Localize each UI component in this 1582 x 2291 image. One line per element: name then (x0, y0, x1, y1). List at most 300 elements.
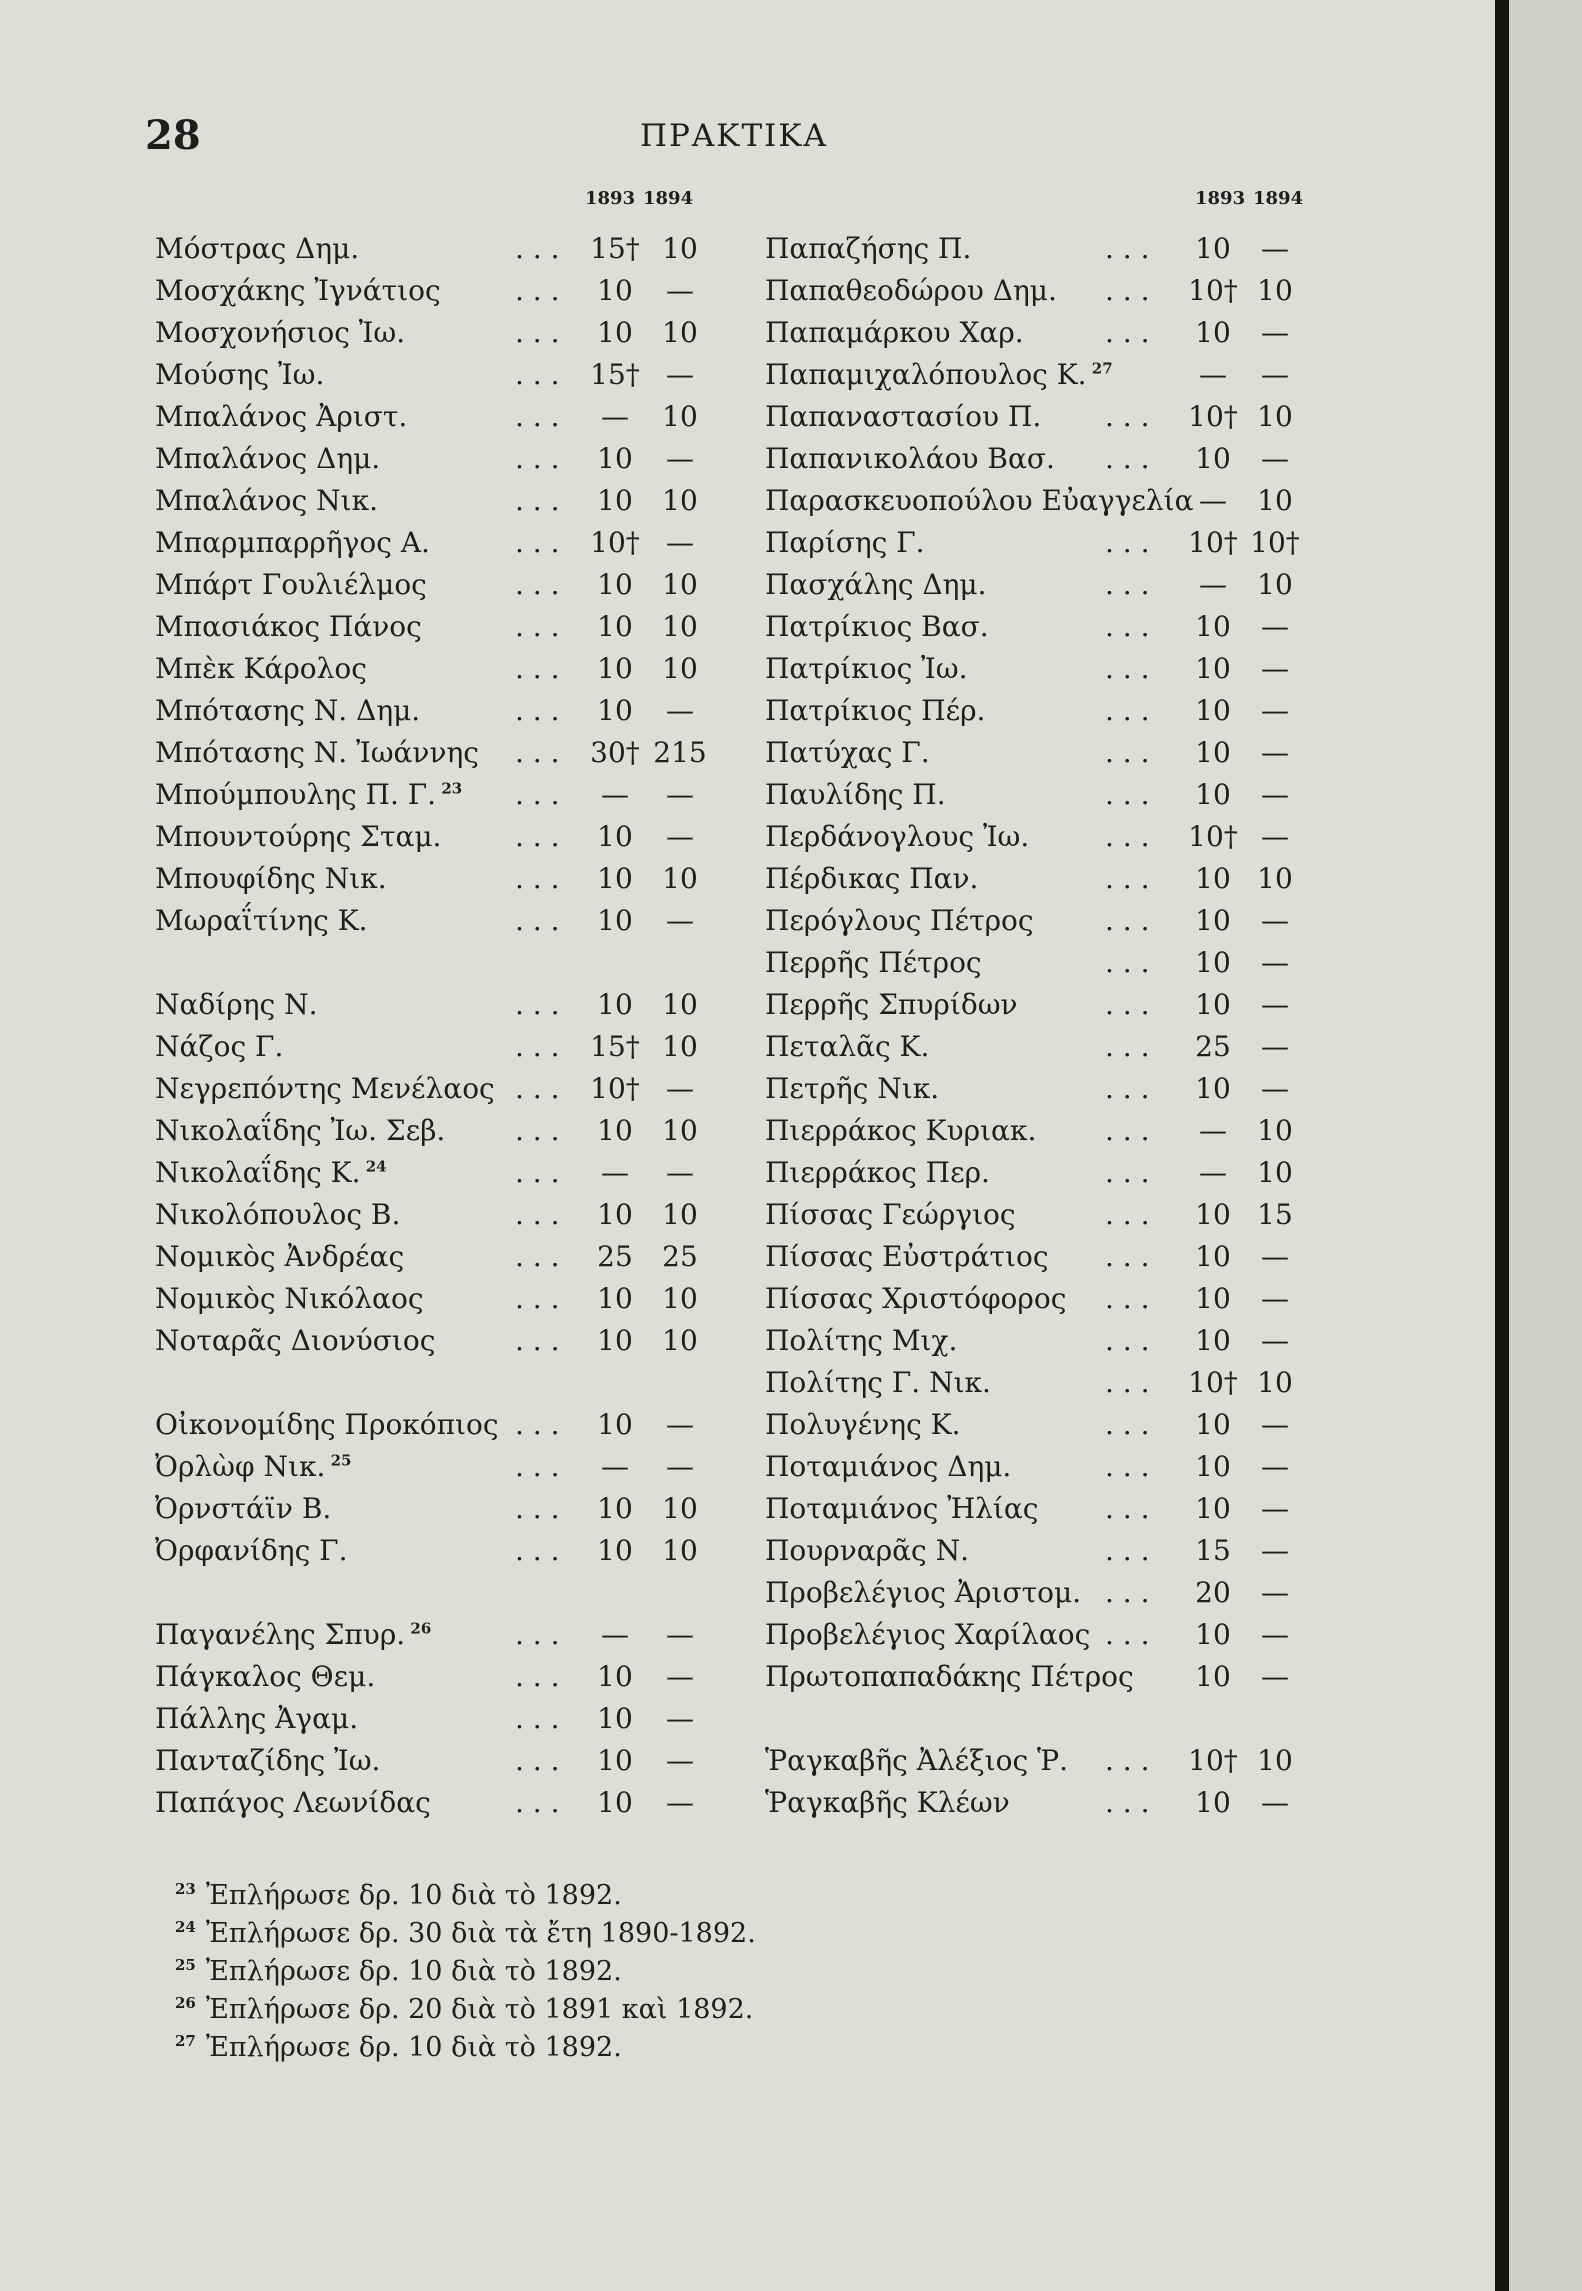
value-1894: 10 (662, 1282, 698, 1315)
dot-leader: . . . (515, 610, 560, 643)
dot-leader: . . . (515, 232, 560, 265)
member-name: Πολυγένης Κ. (765, 1408, 961, 1441)
member-row (765, 820, 1465, 860)
member-row (155, 1198, 855, 1238)
dot-leader: . . . (1105, 904, 1150, 937)
member-name: Μπάρτ Γουλιέλμος (155, 568, 427, 601)
value-1894: — (666, 1744, 694, 1777)
left-year-header-1894: 1894 (643, 188, 694, 209)
value-1894: — (1261, 1282, 1289, 1315)
value-1893: 15† (590, 232, 640, 265)
member-name: Ῥαγκαβῆς Ἀλέξιος Ῥ. (765, 1744, 1069, 1777)
footnote-number: 25 (175, 1956, 196, 1974)
value-1894: 10 (662, 988, 698, 1021)
value-1894: — (1261, 736, 1289, 769)
dot-leader: . . . (515, 1072, 560, 1105)
dot-leader: . . . (1105, 1240, 1150, 1273)
value-1893: 15† (590, 358, 640, 391)
value-1894: — (666, 1618, 694, 1651)
footnote (175, 1994, 753, 2025)
value-1894: — (1261, 820, 1289, 853)
footnote-text: Ἐπλήρωσε δρ. 30 διὰ τὰ ἔτη 1890-1892. (205, 1918, 756, 1949)
footnote-mark: 25 (325, 1451, 352, 1470)
value-1893: — (601, 1450, 629, 1483)
member-row (765, 1114, 1465, 1154)
member-name: Πέρδικας Παν. (765, 862, 979, 895)
member-row (155, 652, 855, 692)
member-name: Παρασκευοπούλου Εὐαγγελία (765, 484, 1194, 517)
dot-leader: . . . (1105, 400, 1150, 433)
value-1893: 10 (1195, 862, 1231, 895)
dot-leader: . . . (515, 1702, 560, 1735)
member-name: Πατρίκιος Βασ. (765, 610, 989, 643)
value-1893: 10 (597, 442, 633, 475)
member-row (155, 820, 855, 860)
dot-leader: . . . (1105, 1744, 1150, 1777)
member-name: Πατρίκιος Ἰω. (765, 652, 968, 685)
value-1894: 10 (662, 1114, 698, 1147)
member-row (155, 862, 855, 902)
value-1894: — (666, 778, 694, 811)
dot-leader: . . . (515, 820, 560, 853)
value-1894: — (666, 442, 694, 475)
value-1894: 10 (662, 568, 698, 601)
member-name: Παπαζήσης Π. (765, 232, 972, 265)
member-name: Πασχάλης Δημ. (765, 568, 987, 601)
member-name: Πανταζίδης Ἰω. (155, 1744, 381, 1777)
dot-leader: . . . (515, 1492, 560, 1525)
footnote-text: Ἐπλήρωσε δρ. 10 διὰ τὸ 1892. (205, 1956, 622, 1987)
member-row (765, 610, 1465, 650)
member-name: Νεγρεπόντης Μενέλαος (155, 1072, 495, 1105)
value-1894: — (666, 274, 694, 307)
dot-leader: . . . (515, 1324, 560, 1357)
member-name: Παπαναστασίου Π. (765, 400, 1042, 433)
dot-leader: . . . (1105, 526, 1150, 559)
member-row (155, 484, 855, 524)
value-1893: 10 (1195, 1450, 1231, 1483)
member-name: Πεταλᾶς Κ. (765, 1030, 930, 1063)
value-1893: 10† (1188, 274, 1238, 307)
member-row (765, 316, 1465, 356)
dot-leader: . . . (1105, 1408, 1150, 1441)
footnote-text: Ἐπλήρωσε δρ. 10 διὰ τὸ 1892. (205, 2032, 622, 2063)
footnote-mark: 26 (405, 1619, 432, 1638)
value-1894: 10 (1257, 1366, 1293, 1399)
dot-leader: . . . (515, 736, 560, 769)
footnote (175, 1918, 756, 1949)
member-row (155, 988, 855, 1028)
value-1893: 10 (597, 1786, 633, 1819)
member-row (765, 442, 1465, 482)
member-name: Νικολόπουλος Β. (155, 1198, 401, 1231)
dot-leader: . . . (515, 1450, 560, 1483)
footnote-number: 24 (175, 1918, 196, 1936)
footnote-mark: 24 (360, 1157, 387, 1176)
dot-leader: . . . (1105, 1114, 1150, 1147)
value-1893: 10 (597, 1660, 633, 1693)
value-1893: 10† (590, 526, 640, 559)
footnote-text: Ἐπλήρωσε δρ. 20 διὰ τὸ 1891 καὶ 1892. (205, 1994, 754, 2025)
member-row (155, 778, 855, 818)
member-row (765, 778, 1465, 818)
member-row (155, 946, 855, 986)
value-1894: — (1261, 1072, 1289, 1105)
member-row (765, 1660, 1465, 1700)
member-name: Πιερράκος Κυριακ. (765, 1114, 1037, 1147)
member-row (765, 1534, 1465, 1574)
dot-leader: . . . (1105, 1072, 1150, 1105)
value-1893: 10 (597, 1492, 633, 1525)
value-1893: 10 (1195, 1072, 1231, 1105)
footnote-number: 27 (175, 2032, 196, 2050)
footnote-mark: 23 (436, 779, 463, 798)
member-row (155, 736, 855, 776)
value-1894: — (1261, 1408, 1289, 1441)
value-1893: 25 (1195, 1030, 1231, 1063)
dot-leader: . . . (1105, 442, 1150, 475)
value-1894: — (666, 1450, 694, 1483)
member-name: Ποταμιάνος Δημ. (765, 1450, 1012, 1483)
member-name: Πιερράκος Περ. (765, 1156, 990, 1189)
member-name: Νομικὸς Ἀνδρέας (155, 1240, 405, 1273)
member-row (765, 568, 1465, 608)
value-1893: 10 (1195, 442, 1231, 475)
dot-leader: . . . (1105, 1282, 1150, 1315)
value-1893: 10 (597, 1324, 633, 1357)
member-name: Μπαλάνος Δημ. (155, 442, 381, 475)
member-row (765, 1450, 1465, 1490)
member-row (765, 946, 1465, 986)
value-1893: 10 (1195, 1240, 1231, 1273)
value-1893: 10 (1195, 1660, 1231, 1693)
dot-leader: . . . (515, 274, 560, 307)
value-1893: 10 (597, 1744, 633, 1777)
value-1893: 10† (1188, 1366, 1238, 1399)
member-row (155, 1576, 855, 1616)
value-1894: — (1261, 442, 1289, 475)
member-row (765, 904, 1465, 944)
value-1894: 10 (1257, 1156, 1293, 1189)
value-1893: 10 (597, 568, 633, 601)
member-row (765, 1030, 1465, 1070)
member-name: Μούσης Ἰω. (155, 358, 325, 391)
dot-leader: . . . (515, 1198, 560, 1231)
value-1893: 10 (1195, 1324, 1231, 1357)
member-name: Παυλίδης Π. (765, 778, 946, 811)
dot-leader: . . . (1105, 1576, 1150, 1609)
value-1894: 10 (662, 652, 698, 685)
member-row (155, 1618, 855, 1658)
member-row (765, 1702, 1465, 1742)
value-1893: 10 (1195, 232, 1231, 265)
member-name: Μπουντούρης Σταμ. (155, 820, 442, 853)
member-row (155, 316, 855, 356)
member-name: Παπαμιχαλόπουλος Κ. $^{27}$ (765, 358, 1113, 391)
value-1893: 10 (597, 1702, 633, 1735)
footnote (175, 2032, 622, 2063)
member-name: Πετρῆς Νικ. (765, 1072, 940, 1105)
value-1894: 10 (1257, 568, 1293, 601)
member-name: Πάλλης Ἀγαμ. (155, 1702, 359, 1735)
member-name: Μοσχάκης Ἰγνάτιος (155, 274, 441, 307)
member-row (155, 442, 855, 482)
right-year-header-1893: 1893 (1195, 188, 1246, 209)
dot-leader: . . . (515, 358, 560, 391)
member-name: Πίσσας Εὐστράτιος (765, 1240, 1049, 1273)
member-name: Παπαθεοδώρου Δημ. (765, 274, 1057, 307)
value-1894: 10 (1257, 484, 1293, 517)
footnote-number: 26 (175, 1994, 196, 2012)
member-name: Περόγλους Πέτρος (765, 904, 1034, 937)
dot-leader: . . . (1105, 862, 1150, 895)
dot-leader: . . . (515, 988, 560, 1021)
page-edge (1509, 0, 1582, 2291)
right-year-header-1894: 1894 (1253, 188, 1304, 209)
member-name: Πολίτης Μιχ. (765, 1324, 958, 1357)
value-1894: — (1261, 652, 1289, 685)
member-row (155, 1450, 855, 1490)
value-1893: 10 (597, 988, 633, 1021)
member-row (155, 1366, 855, 1406)
member-name: Μπασιάκος Πάνος (155, 610, 422, 643)
value-1893: 10 (1195, 1786, 1231, 1819)
value-1894: — (1261, 1786, 1289, 1819)
value-1893: 10† (590, 1072, 640, 1105)
value-1894: — (1261, 1240, 1289, 1273)
value-1894: 10 (662, 1534, 698, 1567)
value-1893: 10 (1195, 1492, 1231, 1525)
dot-leader: . . . (515, 904, 560, 937)
dot-leader: . . . (1105, 1492, 1150, 1525)
dot-leader: . . . (1105, 1324, 1150, 1357)
member-name: Παγανέλης Σπυρ. $^{26}$ (155, 1618, 432, 1651)
book-spine (1495, 0, 1509, 2291)
value-1894: 10 (662, 400, 698, 433)
member-row (765, 1282, 1465, 1322)
member-name: Προβελέγιος Ἀριστομ. (765, 1576, 1082, 1609)
dot-leader: . . . (515, 1534, 560, 1567)
member-name: Μπὲκ Κάρολος (155, 652, 367, 685)
dot-leader: . . . (515, 1156, 560, 1189)
value-1894: — (666, 694, 694, 727)
member-row (765, 1240, 1465, 1280)
dot-leader: . . . (515, 526, 560, 559)
member-row (155, 1282, 855, 1322)
value-1893: — (601, 1618, 629, 1651)
value-1893: 10 (1195, 1198, 1231, 1231)
value-1893: — (1199, 484, 1227, 517)
member-name: Παρίσης Γ. (765, 526, 925, 559)
member-name: Μωραΐτίνης Κ. (155, 904, 368, 937)
member-row (765, 1324, 1465, 1364)
value-1894: — (1261, 778, 1289, 811)
value-1894: — (666, 1072, 694, 1105)
member-row (765, 484, 1465, 524)
value-1894: — (1261, 946, 1289, 979)
dot-leader: . . . (1105, 820, 1150, 853)
member-row (765, 1408, 1465, 1448)
member-row (765, 232, 1465, 272)
value-1893: 10 (597, 694, 633, 727)
dot-leader: . . . (1105, 1786, 1150, 1819)
value-1893: 10 (1195, 1408, 1231, 1441)
member-name: Πατρίκιος Πέρ. (765, 694, 986, 727)
member-row (155, 232, 855, 272)
member-row (155, 1744, 855, 1784)
member-row (155, 694, 855, 734)
value-1893: — (1199, 358, 1227, 391)
value-1894: — (1261, 1534, 1289, 1567)
member-row (765, 1072, 1465, 1112)
value-1893: 10 (1195, 1618, 1231, 1651)
dot-leader: . . . (515, 694, 560, 727)
value-1894: 15 (1257, 1198, 1293, 1231)
member-row (155, 1114, 855, 1154)
value-1894: 10 (1257, 862, 1293, 895)
value-1894: 10 (662, 1492, 698, 1525)
dot-leader: . . . (1105, 694, 1150, 727)
running-head: ΠΡΑΚΤΙΚΑ (640, 118, 828, 154)
dot-leader: . . . (1105, 1618, 1150, 1651)
value-1894: — (666, 1660, 694, 1693)
member-row (155, 1534, 855, 1574)
member-name: Παπανικολάου Βασ. (765, 442, 1055, 475)
value-1894: 10 (662, 1030, 698, 1063)
member-name: Μοσχονήσιος Ἰω. (155, 316, 406, 349)
value-1894: 10 (662, 1198, 698, 1231)
member-row (765, 694, 1465, 734)
member-row (765, 1492, 1465, 1532)
value-1893: 10 (1195, 946, 1231, 979)
value-1893: 10 (597, 316, 633, 349)
value-1894: — (1261, 904, 1289, 937)
footnote-text: Ἐπλήρωσε δρ. 10 διὰ τὸ 1892. (205, 1880, 622, 1911)
member-name: Περρῆς Σπυρίδων (765, 988, 1018, 1021)
member-row (155, 1408, 855, 1448)
value-1893: 15† (590, 1030, 640, 1063)
value-1893: 10 (1195, 1282, 1231, 1315)
member-row (155, 1240, 855, 1280)
dot-leader: . . . (515, 862, 560, 895)
member-name: Ποταμιάνος Ἠλίας (765, 1492, 1039, 1525)
value-1894: — (666, 1786, 694, 1819)
value-1893: — (1199, 568, 1227, 601)
member-row (155, 1492, 855, 1532)
member-name: Πρωτοπαπαδάκης Πέτρος (765, 1660, 1134, 1693)
value-1893: 10 (597, 820, 633, 853)
value-1893: 30† (590, 736, 640, 769)
value-1894: 10 (1257, 1114, 1293, 1147)
value-1894: — (1261, 232, 1289, 265)
dot-leader: . . . (1105, 736, 1150, 769)
value-1893: 10 (597, 1114, 633, 1147)
member-name: Περδάνογλους Ἰω. (765, 820, 1030, 853)
value-1894: 10 (662, 232, 698, 265)
value-1893: — (601, 1156, 629, 1189)
value-1894: 215 (653, 736, 707, 769)
value-1893: — (601, 400, 629, 433)
dot-leader: . . . (515, 1744, 560, 1777)
member-name: Μπουφίδης Νικ. (155, 862, 387, 895)
value-1894: — (1261, 316, 1289, 349)
member-name: Προβελέγιος Χαρίλαος (765, 1618, 1091, 1651)
value-1894: 10 (1257, 1744, 1293, 1777)
member-row (765, 1576, 1465, 1616)
member-row (765, 652, 1465, 692)
dot-leader: . . . (1105, 274, 1150, 307)
member-row (155, 358, 855, 398)
value-1894: — (666, 1156, 694, 1189)
member-name: Νάζος Γ. (155, 1030, 284, 1063)
dot-leader: . . . (515, 778, 560, 811)
value-1893: 10† (1188, 400, 1238, 433)
value-1894: — (666, 1408, 694, 1441)
member-row (155, 1030, 855, 1070)
value-1894: 10 (662, 316, 698, 349)
dot-leader: . . . (515, 1786, 560, 1819)
member-name: Ὀρνστάϊν Β. (155, 1492, 332, 1525)
value-1894: 10 (662, 1324, 698, 1357)
dot-leader: . . . (515, 1114, 560, 1147)
member-row (155, 1072, 855, 1112)
dot-leader: . . . (1105, 1156, 1150, 1189)
dot-leader: . . . (1105, 316, 1150, 349)
member-row (155, 1324, 855, 1364)
value-1894: — (666, 526, 694, 559)
member-name: Περρῆς Πέτρος (765, 946, 982, 979)
value-1894: — (666, 820, 694, 853)
member-name: Πίσσας Χριστόφορος (765, 1282, 1067, 1315)
dot-leader: . . . (1105, 1030, 1150, 1063)
footnote-number: 23 (175, 1880, 196, 1898)
value-1893: 10† (1188, 820, 1238, 853)
member-row (765, 1744, 1465, 1784)
member-name: Ῥαγκαβῆς Κλέων (765, 1786, 1010, 1819)
member-name: Πουρναρᾶς Ν. (765, 1534, 970, 1567)
dot-leader: . . . (1105, 652, 1150, 685)
member-row (155, 1660, 855, 1700)
footnote-mark: 27 (1086, 359, 1113, 378)
member-name: Ναδίρης Ν. (155, 988, 318, 1021)
value-1894: 10 (662, 610, 698, 643)
member-name: Ὀρλὼφ Νικ. $^{25}$ (155, 1450, 352, 1483)
member-row (155, 400, 855, 440)
member-row (765, 1198, 1465, 1238)
member-name: Μπούμπουλης Π. Γ. $^{23}$ (155, 778, 463, 811)
dot-leader: . . . (1105, 232, 1150, 265)
value-1894: — (1261, 1324, 1289, 1357)
member-name: Παπάγος Λεωνίδας (155, 1786, 431, 1819)
dot-leader: . . . (1105, 988, 1150, 1021)
dot-leader: . . . (1105, 946, 1150, 979)
value-1894: — (1261, 1618, 1289, 1651)
member-name: Οἰκονομίδης Προκόπιος (155, 1408, 499, 1441)
dot-leader: . . . (515, 1408, 560, 1441)
value-1894: — (1261, 610, 1289, 643)
member-name: Ὀρφανίδης Γ. (155, 1534, 348, 1567)
dot-leader: . . . (1105, 610, 1150, 643)
member-row (155, 1702, 855, 1742)
value-1893: 10 (1195, 736, 1231, 769)
member-name: Μπαλάνος Ἀριστ. (155, 400, 408, 433)
member-row (765, 358, 1465, 398)
member-name: Μπαρμπαρρῆγος Α. (155, 526, 430, 559)
value-1893: 10 (1195, 694, 1231, 727)
member-name: Μόστρας Δημ. (155, 232, 360, 265)
dot-leader: . . . (515, 1660, 560, 1693)
member-row (765, 1156, 1465, 1196)
